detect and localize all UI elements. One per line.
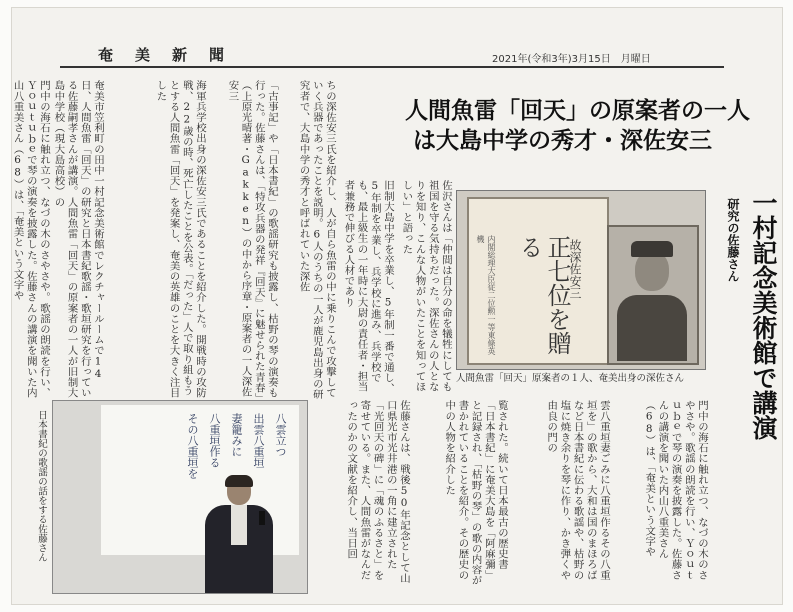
portrait-photo [607,225,699,365]
article-column: 門中の海石に触れ立つ、なづの木のさやさや。歌謡の朗読を行い、Ｙｏｕｔｕｂｅで琴の演奏を披露した。佐藤さんの講演を聞いた内山八重美さん（68）は、「奄美という文字や [643,400,708,581]
speaker-hair [225,475,253,487]
certificate-issuer-text: 内閣総理大臣従二位勲一等東條英機 [476,235,496,355]
article-column: 旧制大島中学を卒業し、5年制一番で通し、5年制を卒業し、兵学校に進み、兵学校でも、最上級生の一年時に大尉の責任者・担当者兼務で伸びる人材であり [342,180,394,394]
byline: 研究の佐藤さん [726,198,740,282]
lecture-photo [52,400,308,594]
photo-caption: 人間魚雷「回天」原案者の１人、奄美出身の深佐さん [456,373,685,384]
article-column: 奄美市笠利町の田中一村記念美術館でレクチャールームで14日、人間魚雷「回天」の研究と日本書紀歌謡・歌垣研究を行っている佐藤嗣孝さんが講演。人間魚雷「回天」の原案者の一人が旧制大島中学校（現大島高校）の [52,80,104,398]
masthead-rule [60,66,724,68]
article-column: 「古事記」や「日本書紀」の歌謡研究も披露し、枯野の琴の演奏も行った。佐藤さんは、「特攻兵器の発祥『回天』に魅せられた青春」（上原光晴著・Gakken）の中から序章・原案者の一人深佐安三 [226,80,278,399]
headline-line-1: 人間魚雷「回天」の原案者の一人 [405,98,750,124]
whiteboard-text: 八雲立つ [274,413,287,457]
article-column: 佐沢さんは「仲間は自分の命を犠牲にしても祖国を守る気持ちだった。深佐さんの人となりを知り、こんな人物がいたことを知ってほしい」と語った [400,180,452,392]
headline [405,96,765,180]
speaker [203,477,275,593]
subheadline [712,190,780,520]
article-column: 海軍兵学校出身の深佐安三氏であることを紹介した。開戦時の攻防戦、22歳の時、死亡したことを公表。「だった」人で取り組もうとする人間魚雷「回天」を発案し、奄美の英雄のことを大きく注目した [154,80,206,398]
uniform [617,295,687,361]
subheadline-main: 一村記念美術館で講演 [749,190,778,440]
certificate-name-text: 故深佐安三 [568,239,582,299]
whiteboard-text: 妻籠みに [230,413,243,457]
microphone-icon [259,511,265,525]
posthumous-rank-certificate [467,197,609,365]
article-column: 門中の海石に触れ立つ、なづの木のさやさや。歌謡の朗読を行い、Ｙｏｕｔｕｂｅで琴の演奏を披露した。佐藤さんの講演を聞いた内山八重美さん（68）は、「奄美という文字や [11,80,50,398]
speaker-shirt [231,505,247,545]
whiteboard-text: その八重垣を [186,413,199,479]
naval-cap [631,241,673,257]
masthead: 奄美新聞 [98,46,247,64]
certificate-rank-text: 正七位を贈る [515,235,571,355]
photo-caption: 日本書紀の歌謡の話をする佐藤さん [36,410,47,562]
article-column: ちの深佐安三氏を紹介し、人が自ら魚雷の中に乗りこんで攻撃していく兵器であったことを説明。6人のうちの一人が鹿児島出身の研究者で、大島中学の秀才と呼ばれていた深佐 [297,80,336,400]
whiteboard-text: 出雲八重垣 [252,413,265,468]
article-column: 雲八重垣妻ごみに八重垣作るその八重垣を」の歌から、大和は国のまほろばなど日本書紀に伝わる歌謡や、枯野の塩に焼き余りを琴に作り、かき弾くや由良の門の [545,400,610,581]
article-column: 覧された。続いて日本最古の歴史書「日本書紀」に奄美大島を「阿麻彌」と記録され、「枯野の琴」の歌の内容が書かれていることを紹介。その歴史の中の人物を紹介した [443,400,508,586]
certificate-photo [456,190,706,370]
article-column: 佐藤さんは、戦後50年記念として山口県光市光井港の一角に建立された「光回天の碑」に「魂のふるさと」を寄せている。また、人間魚雷がなんだったのかの文献を紹介し、当日回 [345,400,410,584]
headline-line-2: は大島中学の秀才・深佐安三 [413,128,712,154]
whiteboard-text: 八重垣作る [208,413,221,468]
dateline: 2021年(令和3年)3月15日 月曜日 [492,54,651,65]
face [635,251,669,291]
